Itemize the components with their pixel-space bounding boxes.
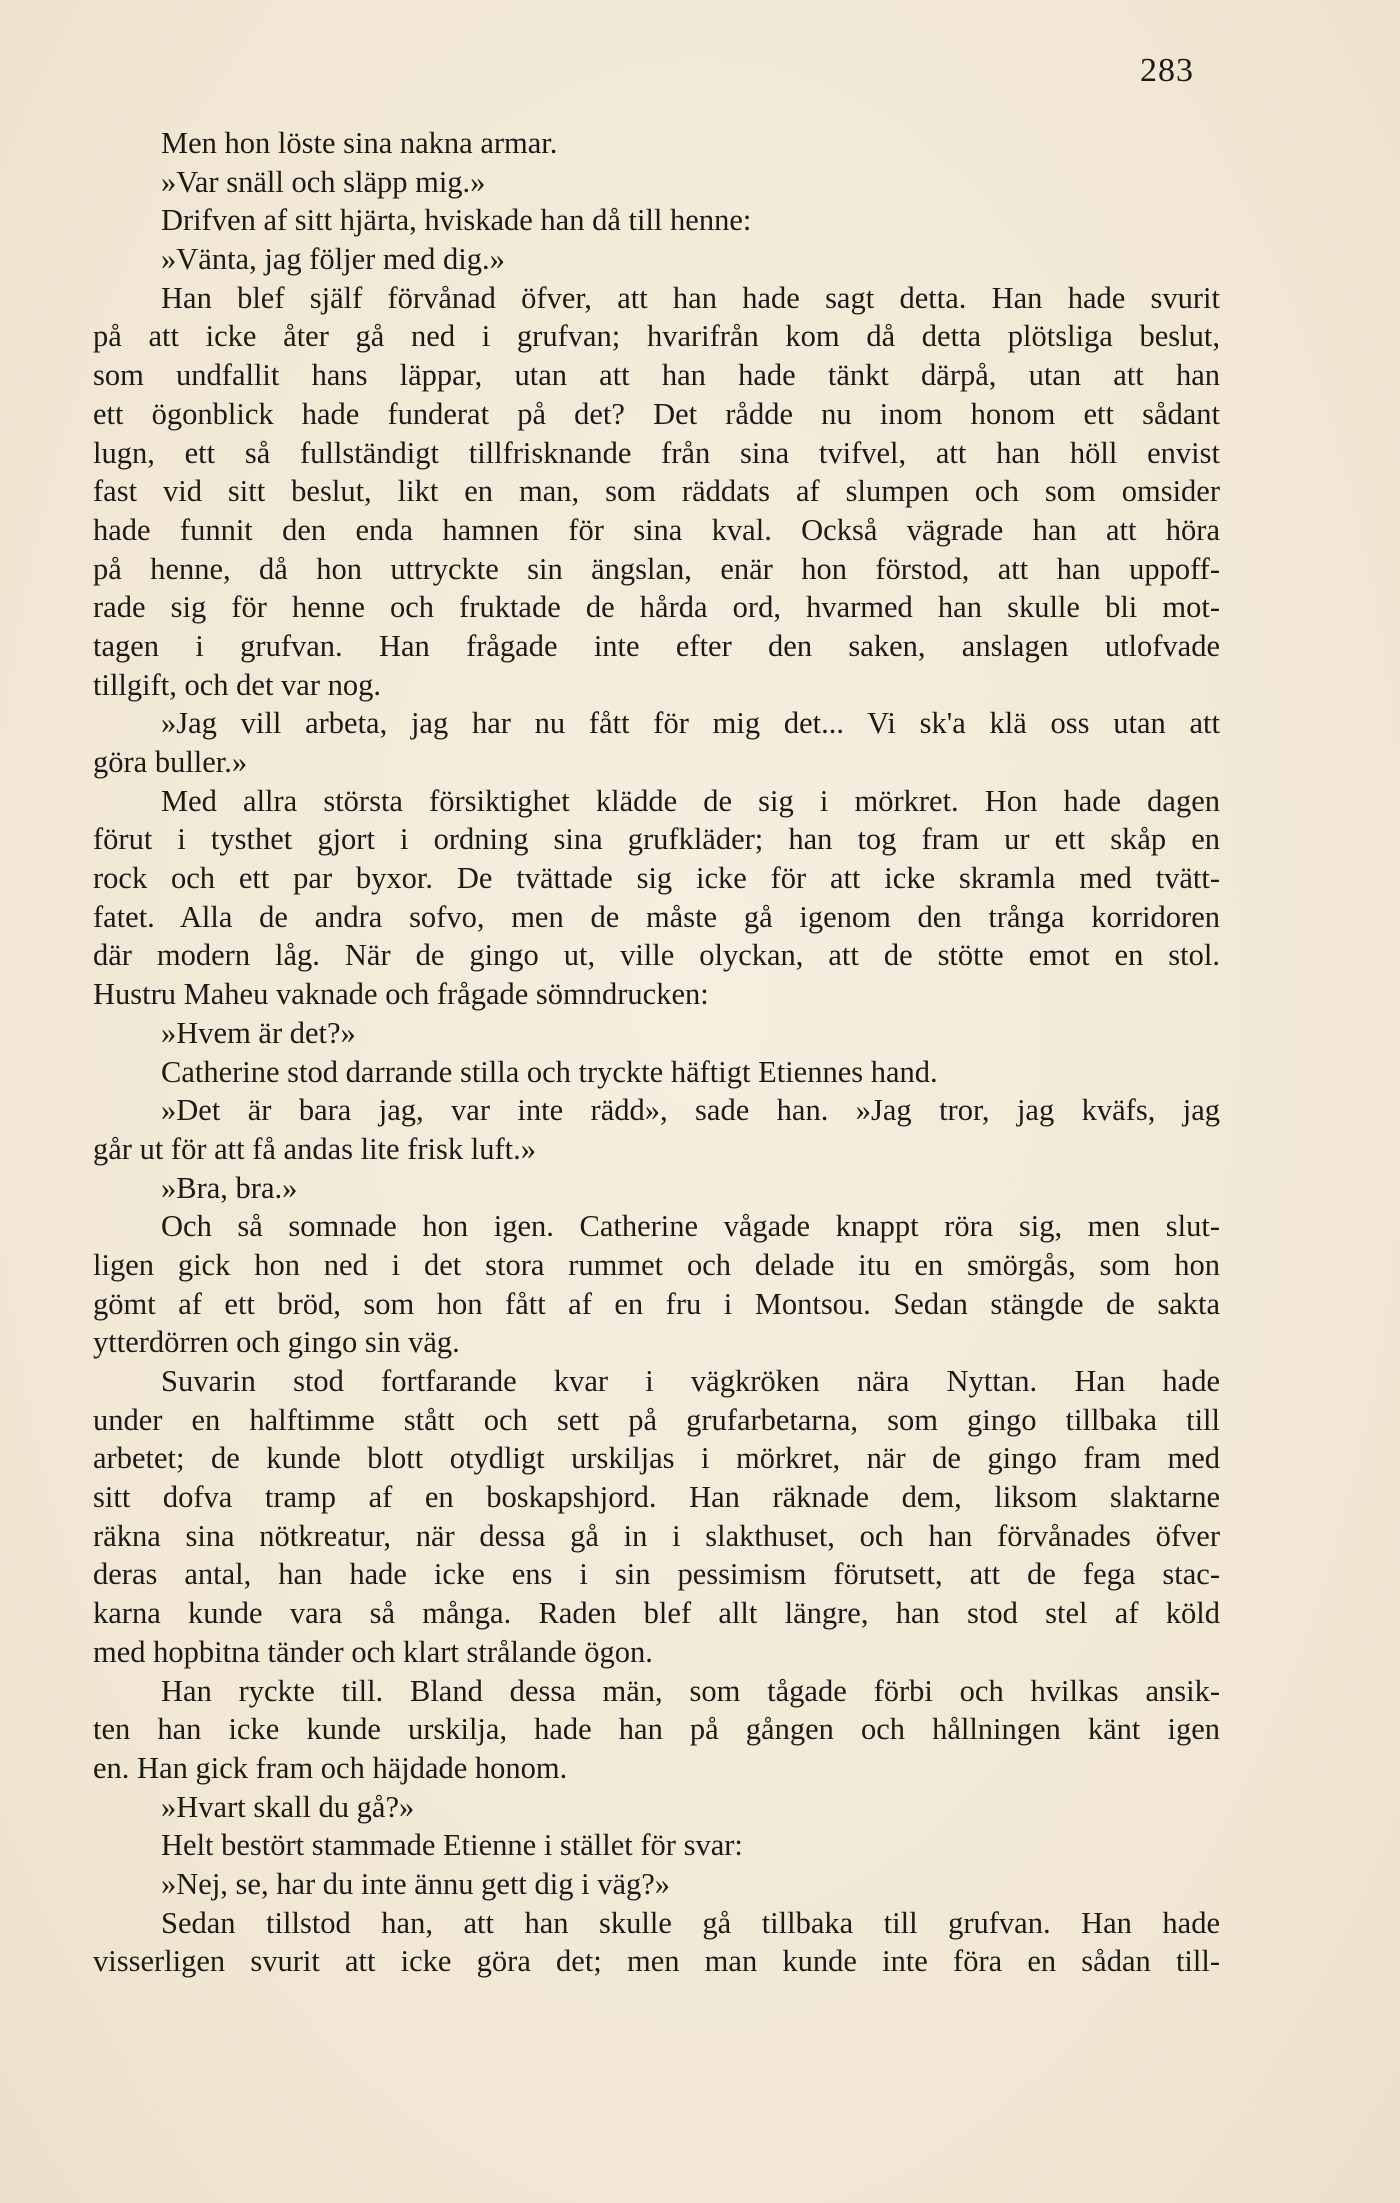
text-line: Han ryckte till. Bland dessa män, som tågade förbi och hvilkas ansik- xyxy=(161,1673,1220,1708)
text-line: sitt dofva tramp af en boskapshjord. Han räknade dem, liksom slaktarne xyxy=(93,1480,1220,1515)
text-line: tillgift, och det var nog. xyxy=(93,667,381,702)
body-text xyxy=(93,124,1220,1981)
text-line: »Var snäll och släpp mig.» xyxy=(161,164,486,199)
text-line: hade funnit den enda hamnen för sina kval. Också vägrade han att höra xyxy=(93,512,1220,547)
text-line: tagen i grufvan. Han frågade inte efter den saken, anslagen utlofvade xyxy=(93,628,1220,663)
text-line: »Hvart skall du gå?» xyxy=(161,1789,415,1824)
text-line: ligen gick hon ned i det stora rummet och delade itu en smörgås, som hon xyxy=(93,1247,1220,1282)
text-line: under en halftimme stått och sett på grufarbetarna, som gingo tillbaka till xyxy=(93,1402,1220,1437)
text-line: »Bra, bra.» xyxy=(161,1170,298,1205)
text-line: Drifven af sitt hjärta, hviskade han då till henne: xyxy=(161,203,752,238)
text-line: »Hvem är det?» xyxy=(161,1015,356,1050)
text-line: lugn, ett så fullständigt tillfrisknande från sina tvifvel, att han höll envist xyxy=(93,435,1220,470)
text-line: göra buller.» xyxy=(93,745,248,779)
text-line: Han blef själf förvånad öfver, att han hade sagt detta. Han hade svurit xyxy=(161,280,1220,315)
text-line: ytterdörren och gingo sin väg. xyxy=(93,1325,460,1360)
text-line: Catherine stod darrande stilla och tryckte häftigt Etiennes hand. xyxy=(161,1054,938,1089)
text-line: som undfallit hans läppar, utan att han hade tänkt därpå, utan att han xyxy=(93,358,1220,393)
text-line: ten han icke kunde urskilja, hade han på gången och hållningen känt igen xyxy=(93,1712,1220,1747)
text-line: förut i tysthet gjort i ordning sina grufkläder; han tog fram ur ett skåp en xyxy=(93,822,1220,857)
text-line: deras antal, han hade icke ens i sin pessimism förutsett, att de fega stac- xyxy=(93,1557,1220,1592)
text-line: Men hon löste sina nakna armar. xyxy=(161,126,558,160)
text-line: Suvarin stod fortfarande kvar i vägkröken nära Nyttan. Han hade xyxy=(161,1364,1220,1398)
text-line: Med allra största försiktighet klädde de sig i mörkret. Hon hade dagen xyxy=(161,783,1220,818)
text-line: karna kunde vara så många. Raden blef allt längre, han stod stel af köld xyxy=(93,1596,1220,1631)
text-line: på henne, då hon uttryckte sin ängslan, enär hon förstod, att han uppoff- xyxy=(93,551,1220,586)
text-line: Sedan tillstod han, att han skulle gå tillbaka till grufvan. Han hade xyxy=(161,1905,1220,1940)
text-line: fatet. Alla de andra sofvo, men de måste gå igenom den trånga korridoren xyxy=(93,899,1220,934)
text-line: på att icke åter gå ned i grufvan; hvarifrån kom då detta plötsliga beslut, xyxy=(93,319,1220,354)
text-line: rade sig för henne och fruktade de hårda ord, hvarmed han skulle bli mot- xyxy=(93,590,1220,625)
text-line: arbetet; de kunde blott otydligt urskiljas i mörkret, när de gingo fram med xyxy=(93,1441,1220,1476)
text-line: »Det är bara jag, var inte rädd», sade han. »Jag tror, jag kväfs, jag xyxy=(161,1093,1220,1128)
text-line: går ut för att få andas lite frisk luft.» xyxy=(93,1131,536,1166)
text-line: Och så somnade hon igen. Catherine vågade knappt röra sig, men slut- xyxy=(161,1209,1220,1244)
text-line: gömt af ett bröd, som hon fått af en fru i Montsou. Sedan stängde de sakta xyxy=(93,1286,1220,1321)
text-line: Hustru Maheu vaknade och frågade sömndrucken: xyxy=(93,977,709,1012)
text-line: med hopbitna tänder och klart strålande ögon. xyxy=(93,1634,653,1669)
text-line: Helt bestört stammade Etienne i stället för svar: xyxy=(161,1828,743,1863)
text-line: en. Han gick fram och häjdade honom. xyxy=(93,1750,568,1785)
text-line: »Nej, se, har du inte ännu gett dig i väg?» xyxy=(161,1866,671,1901)
text-line: ett ögonblick hade funderat på det? Det rådde nu inom honom ett sådant xyxy=(93,396,1220,431)
text-line: »Vänta, jag följer med dig.» xyxy=(161,242,505,277)
text-line: visserligen svurit att icke göra det; men man kunde inte föra en sådan till- xyxy=(93,1944,1220,1979)
page-number: 283 xyxy=(1140,52,1194,89)
text-line: fast vid sitt beslut, likt en man, som räddats af slumpen och som omsider xyxy=(93,474,1220,509)
text-line: »Jag vill arbeta, jag har nu fått för mig det... Vi sk'a klä oss utan att xyxy=(161,706,1220,741)
text-line: där modern låg. När de gingo ut, ville olyckan, att de stötte emot en stol. xyxy=(93,938,1220,973)
text-line: räkna sina nötkreatur, när dessa gå in i slakthuset, och han förvånades öfver xyxy=(93,1518,1220,1553)
text-line: rock och ett par byxor. De tvättade sig icke för att icke skramla med tvätt- xyxy=(93,861,1220,896)
